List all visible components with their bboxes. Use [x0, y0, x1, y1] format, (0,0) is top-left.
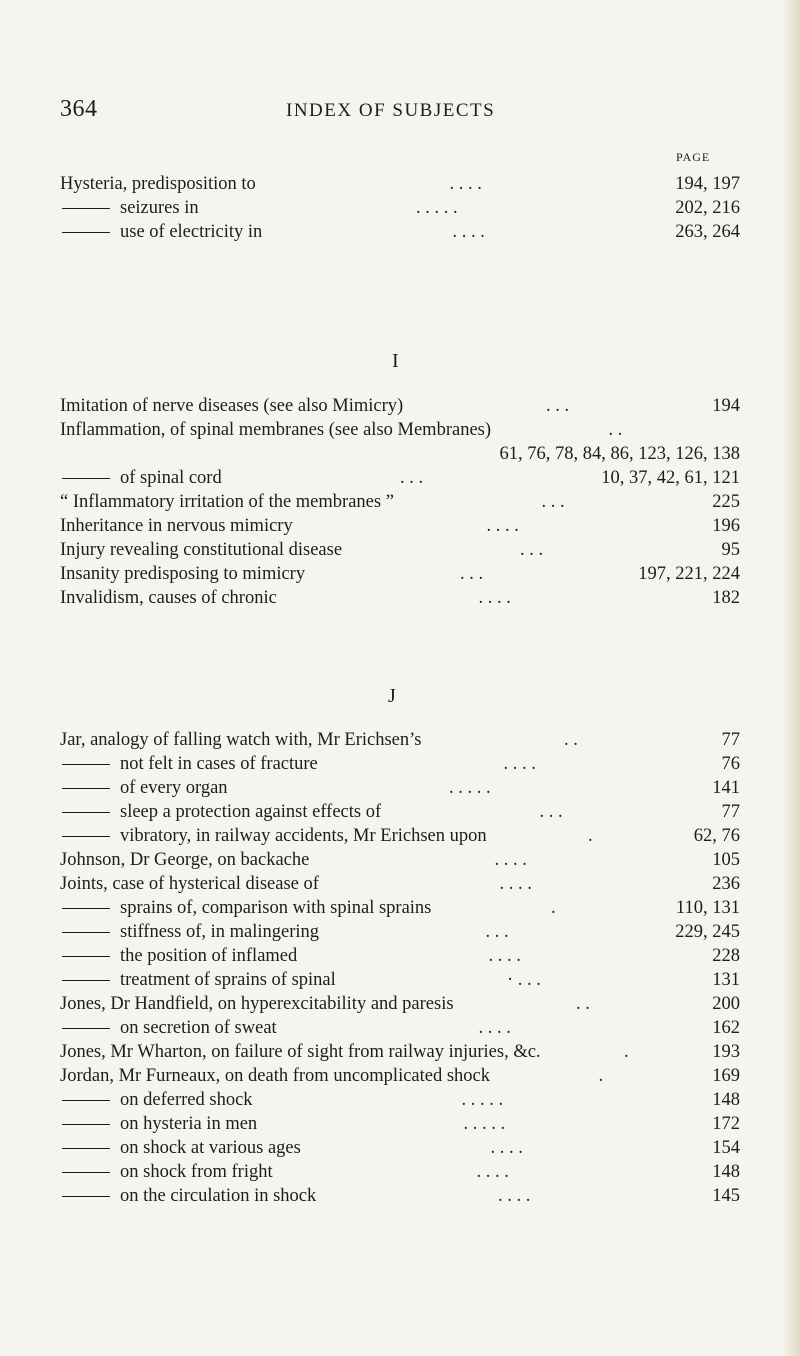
index-entry: [60, 848, 740, 872]
page-number: 364: [60, 96, 98, 122]
entry-text: on the circulation in shock: [120, 1186, 317, 1206]
repeat-dash: [62, 208, 110, 209]
entry-text: the position of inflamed: [120, 946, 298, 966]
leader-dots: . . .: [539, 802, 563, 822]
leader-dots: . . . .: [488, 946, 521, 966]
leader-dots: . . . .: [498, 1186, 531, 1206]
entry-text: on shock at various ages: [120, 1138, 301, 1158]
leader-dots: . . . .: [478, 588, 511, 608]
leader-dots: . .: [564, 730, 578, 750]
entry-text: of every organ: [120, 778, 228, 798]
page-references: 110, 131: [675, 898, 740, 918]
entry-text: sprains of, comparison with spinal sprains: [120, 898, 432, 918]
index-entry: [60, 466, 740, 490]
entry-text: “ Inflammatory irritation of the membranes ”: [60, 492, 394, 512]
page-references: 154: [712, 1138, 740, 1158]
page-references: 225: [712, 492, 740, 512]
index-entry: [60, 1136, 740, 1160]
repeat-dash: [62, 980, 110, 981]
page-references: 236: [712, 874, 740, 894]
index-entry: [60, 490, 740, 514]
page-references: 77: [721, 802, 740, 822]
index-entry: [60, 1112, 740, 1136]
page-references: 141: [712, 778, 740, 798]
entry-text: on hysteria in men: [120, 1114, 258, 1134]
leader-dots: . . . . .: [416, 198, 458, 218]
leader-dots: . . . .: [490, 1138, 523, 1158]
page-column-label: PAGE: [676, 150, 711, 164]
index-entry: [60, 824, 740, 848]
index-entry: [60, 538, 740, 562]
leader-dots: .: [551, 898, 556, 918]
page-references: 193: [712, 1042, 740, 1062]
index-entry: [60, 1016, 740, 1040]
repeat-dash: [62, 232, 110, 233]
entry-text: not felt in cases of fracture: [120, 754, 318, 774]
index-entry: [60, 442, 740, 466]
page-references: 172: [712, 1114, 740, 1134]
section-letter-i: I: [392, 350, 399, 372]
repeat-dash: [62, 1100, 110, 1101]
index-entry: [60, 752, 740, 776]
index-entry: [60, 562, 740, 586]
page-edge-shadow: [782, 0, 800, 1356]
leader-dots: . . .: [400, 468, 424, 488]
repeat-dash: [62, 478, 110, 479]
entry-text: treatment of sprains of spinal: [120, 970, 336, 990]
entry-text: Jones, Dr Handfield, on hyperexcitability and paresis: [60, 994, 454, 1014]
section-letter-j: J: [388, 685, 396, 707]
leader-dots: . . . . .: [461, 1090, 504, 1110]
leader-dots: . . . .: [499, 874, 532, 894]
page-references: 202, 216: [675, 198, 740, 218]
index-entry: [60, 418, 740, 442]
entry-text: on deferred shock: [120, 1090, 253, 1110]
repeat-dash: [62, 764, 110, 765]
entry-text: seizures in: [120, 198, 199, 218]
entry-text: of spinal cord: [120, 468, 222, 488]
leader-dots: . . . .: [452, 222, 485, 242]
entry-text: Johnson, Dr George, on backache: [60, 850, 310, 870]
entry-text: Inheritance in nervous mimicry: [60, 516, 293, 536]
running-head: INDEX OF SUBJECTS: [286, 100, 496, 121]
page-references: 10, 37, 42, 61, 121: [601, 468, 740, 488]
repeat-dash: [62, 1028, 110, 1029]
leader-dots: . . . .: [494, 850, 527, 870]
index-entry: [60, 172, 740, 196]
index-entry: [60, 992, 740, 1016]
page-references: 61, 76, 78, 84, 86, 123, 126, 138: [499, 444, 740, 464]
index-entry: [60, 944, 740, 968]
index-entry: [60, 776, 740, 800]
entry-text: Jordan, Mr Furneaux, on death from uncomplicated shock: [60, 1066, 491, 1086]
repeat-dash: [62, 788, 110, 789]
page-references: 131: [712, 970, 740, 990]
page-references: 162: [712, 1018, 740, 1038]
index-group-hysteria: [60, 172, 740, 244]
page-references: 182: [712, 588, 740, 608]
repeat-dash: [62, 932, 110, 933]
index-entry: [60, 394, 740, 418]
index-entry: [60, 1040, 740, 1064]
index-entry: [60, 514, 740, 538]
leader-dots: . .: [576, 994, 590, 1014]
leader-dots: . . .: [460, 564, 484, 584]
entry-text: Injury revealing constitutional disease: [60, 540, 343, 560]
page-references: 263, 264: [675, 222, 740, 242]
index-entry: [60, 1160, 740, 1184]
leader-dots: . . .: [520, 540, 544, 560]
page-references: 228: [712, 946, 740, 966]
entry-text: sleep a protection against effects of: [120, 802, 382, 822]
page-references: 194: [712, 396, 740, 416]
page-references: 197, 221, 224: [638, 564, 740, 584]
entry-text: on shock from fright: [120, 1162, 273, 1182]
leader-dots: . . .: [546, 396, 570, 416]
index-entry: [60, 1088, 740, 1112]
entry-text: Inflammation, of spinal membranes (see also Membranes): [60, 420, 492, 440]
index-entry: [60, 920, 740, 944]
page-references: 76: [721, 754, 740, 774]
index-entry: [60, 196, 740, 220]
leader-dots: .: [598, 1066, 604, 1086]
index-entry: [60, 800, 740, 824]
entry-text: Imitation of nerve diseases (see also Mimicry): [60, 396, 404, 416]
repeat-dash: [62, 1172, 110, 1173]
leader-dots: . . . . .: [449, 778, 491, 798]
entry-text: Jar, analogy of falling watch with, Mr Erichsen’s: [60, 730, 422, 750]
index-entry: [60, 968, 740, 992]
repeat-dash: [62, 836, 110, 837]
page-references: 148: [712, 1162, 740, 1182]
entry-text: on secretion of sweat: [120, 1018, 277, 1038]
index-section-j: [60, 728, 740, 1208]
entry-text: vibratory, in railway accidents, Mr Erichsen upon: [120, 826, 487, 846]
leader-dots: . . . .: [486, 516, 519, 536]
entry-text: use of electricity in: [120, 222, 263, 242]
leader-dots: · . . .: [507, 970, 541, 990]
leader-dots: . . . .: [478, 1018, 511, 1038]
entry-text: Joints, case of hysterical disease of: [60, 874, 319, 894]
entry-text: Insanity predisposing to mimicry: [60, 564, 306, 584]
repeat-dash: [62, 812, 110, 813]
repeat-dash: [62, 1124, 110, 1125]
index-entry: [60, 728, 740, 752]
leader-dots: .: [624, 1042, 629, 1062]
page-references: 148: [712, 1090, 740, 1110]
page-references: 200: [712, 994, 740, 1014]
page-references: 145: [712, 1186, 740, 1206]
index-entry: [60, 220, 740, 244]
repeat-dash: [62, 1196, 110, 1197]
leader-dots: . . .: [485, 922, 509, 942]
entry-text: stiffness of, in malingering: [120, 922, 320, 942]
leader-dots: . . . . .: [463, 1114, 506, 1134]
repeat-dash: [62, 956, 110, 957]
leader-dots: . .: [608, 420, 623, 440]
page-references: 229, 245: [675, 922, 740, 942]
leader-dots: .: [588, 826, 593, 846]
leader-dots: . . .: [541, 492, 565, 512]
index-entry: [60, 1064, 740, 1088]
page-references: 169: [712, 1066, 740, 1086]
entry-text: Invalidism, causes of chronic: [60, 588, 277, 608]
leader-dots: . . . .: [476, 1162, 509, 1182]
repeat-dash: [62, 1148, 110, 1149]
index-entry: [60, 872, 740, 896]
page-references: 196: [712, 516, 740, 536]
page-references: 105: [712, 850, 740, 870]
index-entry: [60, 896, 740, 920]
index-entry: [60, 586, 740, 610]
page-references: 62, 76: [693, 826, 740, 846]
entry-text: Jones, Mr Wharton, on failure of sight from railway injuries, &c.: [60, 1042, 541, 1062]
index-section-i: [60, 394, 740, 610]
entry-text: Hysteria, predisposition to: [60, 174, 256, 194]
leader-dots: . . . .: [449, 174, 482, 194]
index-entry: [60, 1184, 740, 1208]
page-references: 194, 197: [675, 174, 740, 194]
page-references: 95: [721, 540, 740, 560]
leader-dots: . . . .: [503, 754, 536, 774]
page-references: 77: [721, 730, 740, 750]
repeat-dash: [62, 908, 110, 909]
